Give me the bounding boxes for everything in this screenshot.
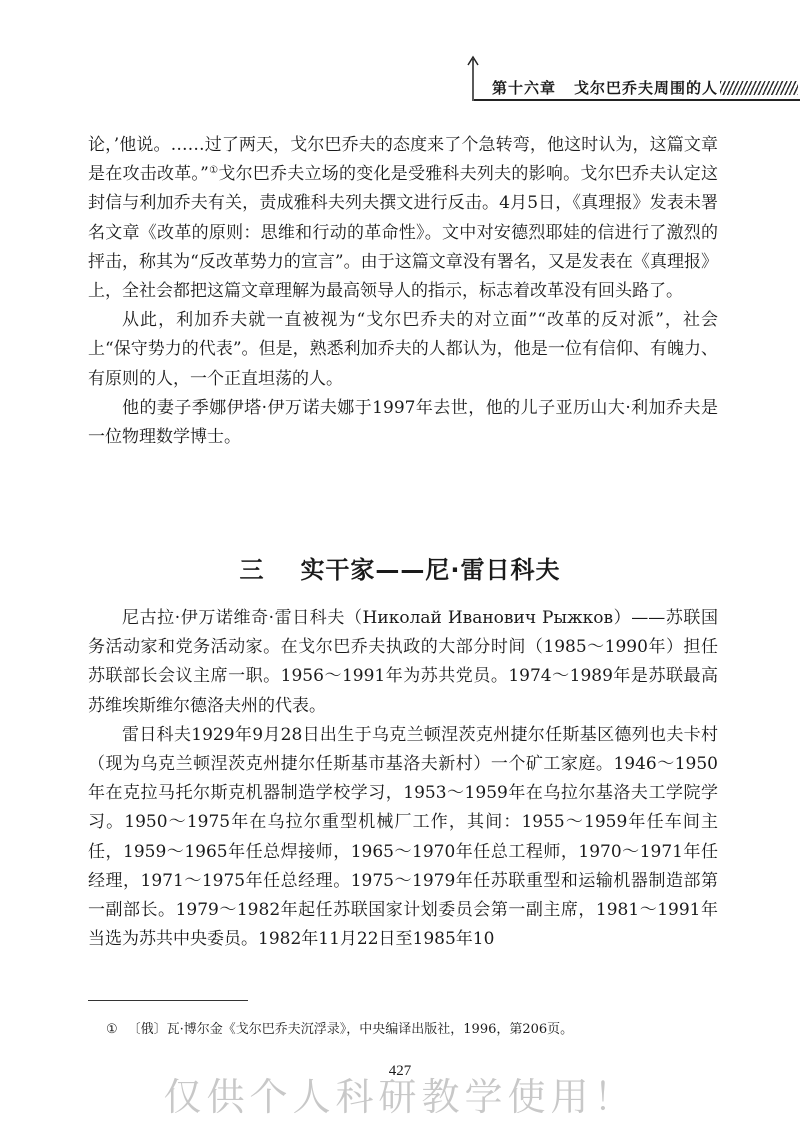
footnote-rule <box>88 1000 248 1001</box>
header-hatch-decoration <box>720 81 798 95</box>
footnote-marker: ① <box>106 1022 118 1037</box>
footnote-ref: ① <box>208 165 219 177</box>
body-text-bottom <box>88 604 718 954</box>
watermark: 仅供个人科研教学使用！ <box>163 1075 637 1119</box>
body-text-top <box>88 131 718 452</box>
paragraph: 从此，利加乔夫就一直被视为“戈尔巴乔夫的对立面”“改革的反对派”，社会上“保守势力的代表”。但是，熟悉利加乔夫的人都认为，他是一位有信仰、有魄力、有原则的人，一个正直坦荡的人。 <box>88 310 718 389</box>
running-header <box>466 55 800 103</box>
arrow-up-icon <box>466 55 480 101</box>
page-number: 427 <box>388 1063 412 1079</box>
footnote <box>106 1018 573 1037</box>
chapter-header <box>492 77 718 98</box>
paragraph: 雷日科夫1929年9月28日出生于乌克兰顿涅茨克州捷尔任斯基区德列也夫卡村（现为乌克兰顿涅茨克州捷尔任斯基市基洛夫新村）一个矿工家庭。1946～1950年在克拉马托尔斯克机器制造学校学习，1953～1959年在乌拉尔基洛夫工学院学习。1950～1975年在乌拉尔重型机械厂工作，其间：1955～1959年任车间主任，1959～1965年任总焊接师，1965～1970年任总工程师，1970～1971年任经理，1971～1975年任总经理。1975～1979年任苏联重型和运输机器制造部第一副部长。1979～1982年起任苏联国家计划委员会第一副主席，1981～1991年当选为苏共中央委员。1982年11月22日至1985年10 <box>88 724 718 950</box>
paragraph: 尼古拉·伊万诺维奇·雷日科夫（Николай Иванович Рыжков）——苏联国务活动家和党务活动家。在戈尔巴乔夫执政的大部分时间（1985～1990年）担任苏联部长会议主席一职。1956～1991年为苏共党员。1974～1989年是苏联最高苏维埃斯维尔德洛夫州的代表。 <box>88 608 718 716</box>
section-number: 三 <box>239 556 265 584</box>
footnote-text: 〔俄〕瓦·博尔金《戈尔巴乔夫沉浮录》，中央编译出版社，1996，第206页。 <box>127 1022 574 1037</box>
paragraph: 他的妻子季娜伊塔·伊万诺夫娜于1997年去世，他的儿子亚历山大·利加乔夫是一位物理数学博士。 <box>88 397 718 448</box>
section-heading <box>0 550 800 585</box>
chapter-title: 戈尔巴乔夫周围的人 <box>574 79 719 97</box>
header-rule <box>474 99 800 101</box>
chapter-number: 第十六章 <box>492 79 557 97</box>
paragraph: 论，’他说。……过了两天，戈尔巴乔夫的态度来了个急转弯，他这时认为，这篇文章是在攻击改革。”①戈尔巴乔夫立场的变化是受雅科夫列夫的影响。戈尔巴乔夫认定这封信与利加乔夫有关，责成雅科夫列夫撰文进行反击。4月5日，《真理报》发表未署名文章《改革的原则：思维和行动的革命性》。文中对安德烈耶娃的信进行了激烈的抨击，称其为“反改革势力的宣言”。由于这篇文章没有署名，又是发表在《真理报》上，全社会都把这篇文章理解为最高领导人的指示，标志着改革没有回头路了。 <box>88 135 719 302</box>
section-title: 实干家——尼·雷日科夫 <box>300 556 561 584</box>
